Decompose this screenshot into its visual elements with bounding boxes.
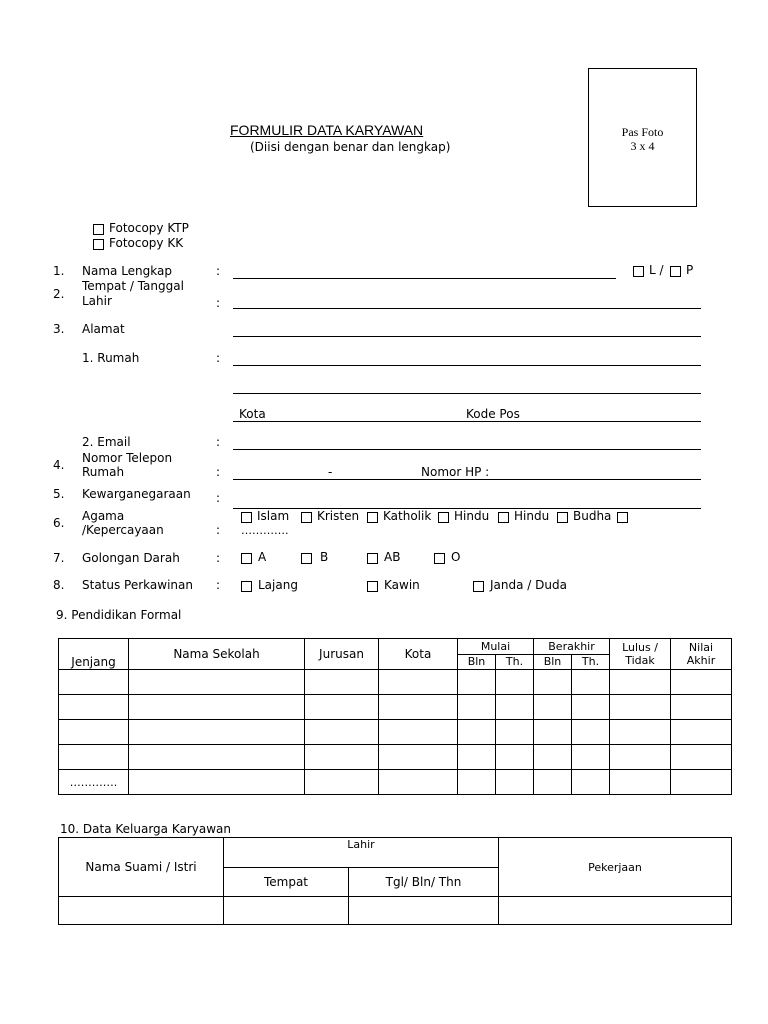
col-mulai-bln: Bln [458, 654, 496, 670]
religion-label: Kristen [317, 509, 360, 523]
status-janda-checkbox[interactable] [473, 581, 484, 592]
colon: : [216, 465, 221, 479]
form-subtitle: (Diisi dengan benar dan lengkap) [250, 140, 451, 154]
col-kota: Kota [379, 639, 458, 670]
ktp-label: Fotocopy KTP [109, 221, 189, 235]
religion-other-checkbox[interactable] [617, 512, 628, 523]
ttl-label-1: Tempat / Tanggal [82, 279, 184, 293]
num-6: 6. [53, 516, 65, 530]
religion-katholik-checkbox[interactable] [367, 512, 378, 523]
religion-hindu-checkbox[interactable] [438, 512, 449, 523]
table-row [59, 770, 732, 795]
alamat-label: Alamat [82, 322, 125, 336]
agama-label-2: /Kepercayaan [82, 523, 164, 537]
nama-field[interactable] [233, 278, 616, 279]
more-rows-label: …………. [59, 770, 129, 795]
col-nama-sekolah: Nama Sekolah [129, 639, 305, 670]
telepon-field[interactable] [233, 479, 701, 480]
col-berakhir: Berakhir [534, 639, 610, 655]
col-berakhir-bln: Bln [534, 654, 572, 670]
blood-o-checkbox[interactable] [434, 553, 445, 564]
col-lahir: Lahir [224, 838, 499, 868]
blood-label: B [320, 550, 329, 564]
kewarganegaraan-label: Kewarganegaraan [82, 487, 191, 501]
table-row [59, 720, 732, 745]
colon: : [216, 578, 221, 592]
status-kawin-checkbox[interactable] [367, 581, 378, 592]
col-berakhir-th: Th. [572, 654, 610, 670]
kk-checkbox[interactable] [93, 239, 104, 250]
kk-label: Fotocopy KK [109, 236, 184, 250]
col-nilai [671, 639, 732, 670]
hp-label: Nomor HP : [421, 465, 490, 479]
colon: : [216, 523, 221, 537]
col-mulai-th: Th. [496, 654, 534, 670]
blood-a-checkbox[interactable] [241, 553, 252, 564]
agama-label-1: Agama [82, 509, 125, 523]
marital-label: Kawin [384, 578, 420, 592]
col-mulai: Mulai [458, 639, 534, 655]
colon: : [216, 351, 221, 365]
col-nilai-line2: Akhir [686, 654, 716, 667]
col-nama-suami-istri: Nama Suami / Istri [59, 838, 224, 897]
col-lulus [610, 639, 671, 670]
gender-p-checkbox[interactable] [670, 266, 681, 277]
ttl-label-2: Lahir [82, 294, 112, 308]
colon: : [216, 296, 221, 310]
religion-other-field[interactable]: …………. [241, 524, 289, 537]
gender-l-checkbox[interactable] [633, 266, 644, 277]
religion-label: Budha [573, 509, 612, 523]
religion-label: Hindu [454, 509, 490, 523]
rumah-field-2[interactable] [233, 393, 701, 394]
golongan-darah-label: Golongan Darah [82, 551, 180, 565]
marital-label: Lajang [258, 578, 298, 592]
colon: : [216, 491, 221, 505]
rumah-field-1[interactable] [233, 365, 701, 366]
colon: : [216, 435, 221, 449]
status-label: Status Perkawinan [82, 578, 193, 592]
table-row [59, 670, 732, 695]
num-4: 4. [53, 458, 65, 472]
col-tempat: Tempat [224, 868, 349, 897]
education-table [58, 638, 732, 795]
colon: : [216, 264, 221, 278]
photo-label: Pas Foto [621, 125, 664, 139]
religion-budha-checkbox[interactable] [557, 512, 568, 523]
phone-dash: - [328, 465, 333, 479]
col-nilai-line1: Nilai [688, 641, 714, 654]
num-5: 5. [53, 487, 65, 501]
blood-label: O [451, 550, 461, 564]
email-field[interactable] [233, 449, 701, 450]
kota-field[interactable] [233, 421, 701, 422]
email-label: 2. Email [82, 435, 131, 449]
gender-p-label: P [686, 263, 694, 277]
edu-section-title: 9. Pendidikan Formal [56, 608, 182, 622]
ttl-field[interactable] [233, 308, 701, 309]
num-8: 8. [53, 578, 65, 592]
blood-label: AB [384, 550, 401, 564]
table-row [59, 695, 732, 720]
family-table [58, 837, 732, 925]
col-jurusan: Jurusan [305, 639, 379, 670]
num-7: 7. [53, 551, 65, 565]
col-lulus-line1: Lulus / [622, 641, 658, 654]
photo-box[interactable] [588, 68, 697, 207]
photo-size: 3 x 4 [630, 139, 655, 153]
num-1: 1. [53, 264, 65, 278]
family-section-title: 10. Data Keluarga Karyawan [60, 822, 231, 836]
colon: : [216, 551, 221, 565]
col-pekerjaan: Pekerjaan [499, 838, 732, 897]
nama-label: Nama Lengkap [82, 264, 172, 278]
status-lajang-checkbox[interactable] [241, 581, 252, 592]
table-row [59, 897, 732, 925]
num-2: 2. [53, 287, 65, 301]
religion-label: Katholik [383, 509, 432, 523]
blood-b-checkbox[interactable] [301, 553, 312, 564]
table-row [59, 745, 732, 770]
col-tgl: Tgl/ Bln/ Thn [349, 868, 499, 897]
religion-hindu2-checkbox[interactable] [498, 512, 509, 523]
marital-label: Janda / Duda [490, 578, 567, 592]
telepon-label-1: Nomor Telepon [82, 451, 173, 465]
col-lulus-line2: Tidak [625, 654, 655, 667]
rumah-label: 1. Rumah [82, 351, 140, 365]
form-title: FORMULIR DATA KARYAWAN [230, 122, 424, 138]
ktp-checkbox[interactable] [93, 224, 104, 235]
religion-islam-checkbox[interactable] [241, 512, 252, 523]
num-3: 3. [53, 322, 65, 336]
kota-label: Kota [239, 407, 266, 421]
alamat-field[interactable] [233, 336, 701, 337]
blood-label: A [258, 550, 267, 564]
col-jenjang: Jenjang [59, 639, 129, 670]
blood-ab-checkbox[interactable] [367, 553, 378, 564]
religion-label: Islam [257, 509, 290, 523]
telepon-label-2: Rumah [82, 465, 125, 479]
religion-label: Hindu [514, 509, 550, 523]
religion-kristen-checkbox[interactable] [301, 512, 312, 523]
kodepos-label: Kode Pos [466, 407, 520, 421]
gender-l-label: L / [649, 263, 664, 277]
